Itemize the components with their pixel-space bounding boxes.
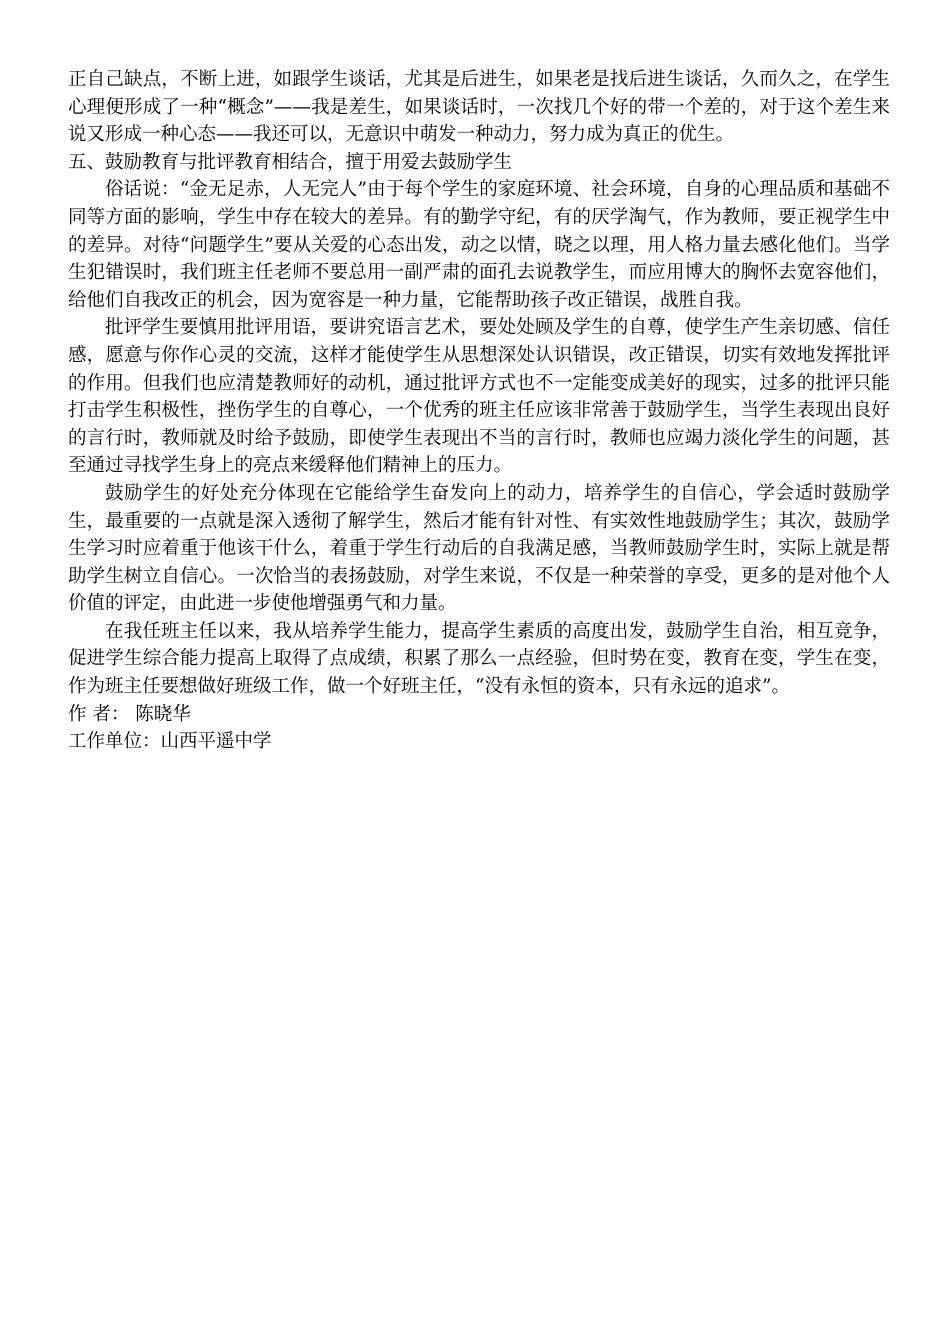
paragraph-tolerance: 俗话说：“金无足赤，人无完人”由于每个学生的家庭环境、社会环境，自身的心理品质和基础不同等方面的影响，学生中存在较大的差异。有的勤学守纪，有的厌学淘气，作为教师，要正视学生中的差异。对待“问题学生”要从关爱的心态出发，动之以情，晓之以理，用人格力量去感化他们。当学生犯错误时，我们班主任老师不要总用一副严肃的面孔去说教学生，而应用博大的胸怀去宽容他们，给他们自我改正的机会，因为宽容是一种力量，它能帮助孩子改正错误，战胜自我。 [68, 179, 890, 311]
paragraph-conclusion: 在我任班主任以来，我从培养学生能力，提高学生素质的高度出发，鼓励学生自治，相互竞争，促进学生综合能力提高上取得了点成绩，积累了那么一点经验，但时势在变，教育在变，学生在变，作为班主任要想做好班级工作，做一个好班主任，“没有永恒的资本，只有永远的追求”。 [68, 620, 890, 698]
paragraph-encouragement: 鼓励学生的好处充分体现在它能给学生奋发向上的动力，培养学生的自信心，学会适时鼓励学生，最重要的一点就是深入透彻了解学生，然后才能有针对性、有实效性地鼓励学生；其次，鼓励学生学习时应着重于他该干什么，着重于学生行动后的自我满足感，当教师鼓励学生时，实际上就是帮助学生树立自信心。一次恰当的表扬鼓励，对学生来说，不仅是一种荣誉的享受，更多的是对他个人价值的评定，由此进一步使他增强勇气和力量。 [68, 482, 890, 615]
affiliation-line: 工作单位：山西平遥中学 [68, 731, 272, 753]
document-page [68, 66, 890, 756]
section-heading: 五、鼓励教育与批评教育相结合，擅于用爱去鼓励学生 [68, 151, 513, 173]
paragraph-continuation: 正自己缺点，不断上进，如跟学生谈话，尤其是后进生，如果老是找后进生谈话，久而久之，在学生心理便形成了一种“概念”——我是差生，如果谈话时，一次找几个好的带一个差的，对于这个差生来说又形成一种心态——我还可以，无意识中萌发一种动力，努力成为真正的优生。 [68, 69, 890, 146]
author-line: 作 者： 陈晓华 [68, 703, 191, 725]
paragraph-criticism: 批评学生要慎用批评用语，要讲究语言艺术，要处处顾及学生的自尊，使学生产生亲切感、信任感，愿意与你作心灵的交流，这样才能使学生从思想深处认识错误，改正错误，切实有效地发挥批评的作用。但我们也应清楚教师好的动机，通过批评方式也不一定能变成美好的现实，过多的批评只能打击学生积极性，挫伤学生的自尊心，一个优秀的班主任应该非常善于鼓励学生，当学生表现出良好的言行时，教师就及时给予鼓励，即使学生表现出不当的言行时，教师也应竭力淡化学生的问题，甚至通过寻找学生身上的亮点来缓释他们精神上的压力。 [68, 317, 890, 477]
